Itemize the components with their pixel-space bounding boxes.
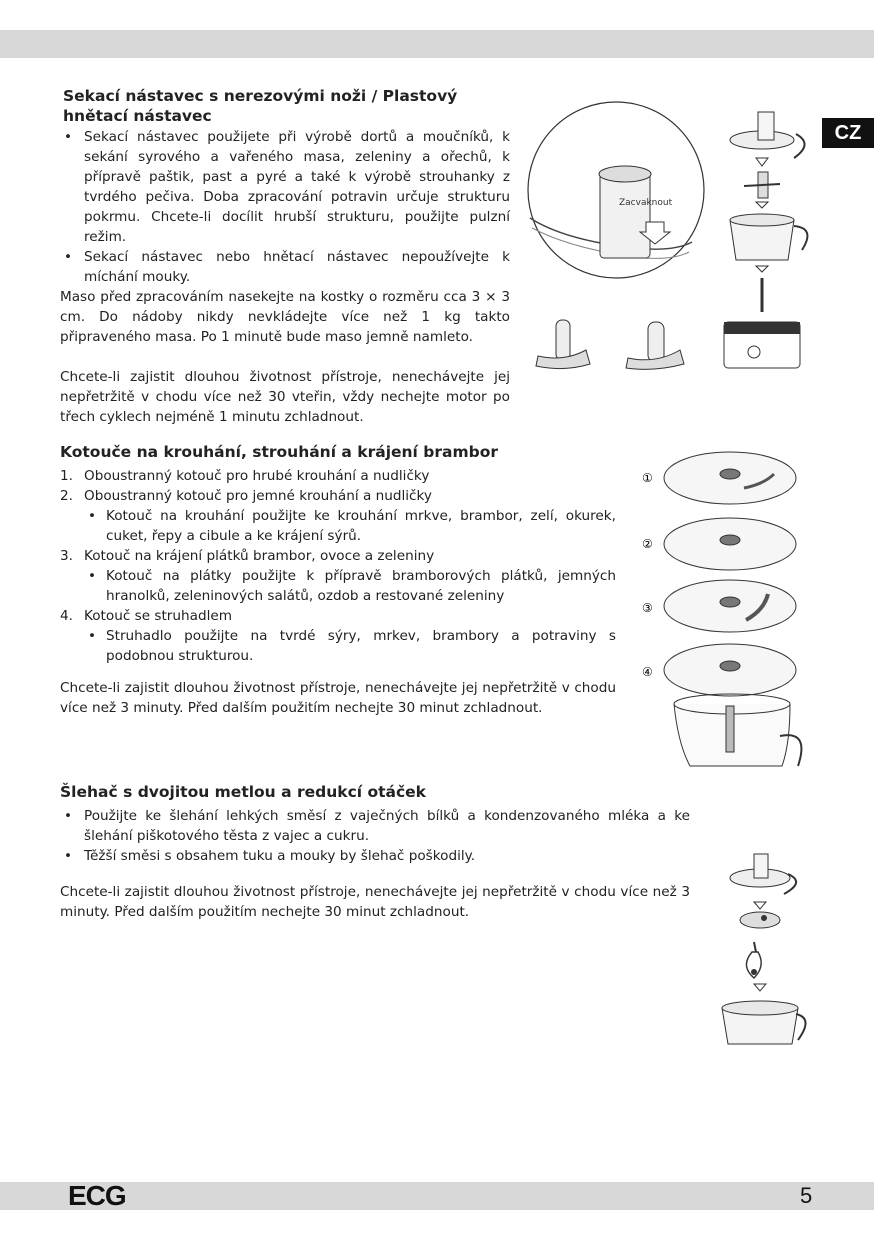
whisk-figure — [714, 848, 814, 1058]
down-arrow-icon — [756, 202, 768, 208]
paragraph: Chcete-li zajistit dlouhou životnost přístroje, nenechávejte jej nepřetržitě v chodu více než 3 minuty. Před dalším použitím nechejte 30 minut zchladnout. — [60, 884, 690, 920]
disc-label: ① — [642, 471, 653, 485]
snap-label: Zacvaknout — [619, 198, 673, 208]
list-item: 1. Oboustranný kotouč pro hrubé krouhání a nudličky — [60, 468, 430, 484]
paragraph: Maso před zpracováním nasekejte na kostky o rozměru cca 3 × 3 cm. Do nádoby nikdy nevkládejte více než 1 kg takto připraveného masa. Po 1 minutě bude maso jemně namleto. — [60, 289, 510, 345]
list-item: 3. Kotouč na krájení plátků brambor, ovoce a zeleniny — [60, 548, 435, 564]
section-title: Kotouče na krouhání, strouhání a krájení brambor — [60, 443, 499, 461]
disc-label: ② — [642, 537, 653, 551]
bullet-item: • Sekací nástavec nebo hnětací nástavec nepoužívejte k míchání mouky. — [60, 247, 510, 287]
sub-bullet: • Kotouč na krouhání použijte ke krouhání mrkve, brambor, zelí, okurek, cuket, řepy a cibule a ke krájení sýrů. — [60, 506, 616, 546]
bowl — [674, 694, 801, 766]
disc-3 — [664, 580, 796, 632]
top-band — [0, 30, 874, 58]
discs-figure — [634, 444, 806, 770]
down-arrow-icon — [754, 902, 766, 909]
bullet-item: • Sekací nástavec použijete při výrobě dortů a moučníků, k sekání syrového a vařeného masa, zeleniny a ořechů, k přípravě paštik, past a pyré a také k výrobě strouhanky z tvrdého pečiva. Doba zpracování potravin určuje strukturu pokrmu. Chcete-li docílit hrubší strukturu, použijte pulzní režim. — [60, 127, 510, 247]
chopping-blade-figure — [524, 100, 824, 400]
section-whisk — [60, 782, 690, 922]
down-arrow-icon — [756, 266, 768, 272]
paragraph: Chcete-li zajistit dlouhou životnost přístroje, nenechávejte jej nepřetržitě v chodu více než 30 vteřin, vždy nechejte motor po třech cyklech nejméně 1 minutu zchladnout. — [60, 369, 510, 425]
sub-bullet: • Struhadlo použijte na tvrdé sýry, mrkev, brambory a potraviny s podobnou strukturou. — [60, 626, 616, 666]
disc-label: ④ — [642, 665, 653, 679]
page-number: 5 — [800, 1183, 813, 1208]
section-title: Šlehač s dvojitou metlou a redukcí otáček — [60, 783, 426, 801]
disc-label: ③ — [642, 601, 653, 615]
sub-bullet: • Kotouč na plátky použijte k přípravě bramborových plátků, jemných hranolků, zeleninových salátů, ozdob a restované zeleniny — [60, 566, 616, 606]
language-tab: CZ — [822, 118, 874, 148]
list-item: 4. Kotouč se struhadlem — [60, 608, 232, 624]
bottom-band — [0, 1182, 874, 1210]
section-discs — [60, 442, 616, 718]
bullet-item: • Těžší směsi s obsahem tuku a mouky by šlehač poškodily. — [60, 846, 690, 866]
section-title: Sekací nástavec s nerezovými noži / Plastový hnětací nástavec — [63, 87, 458, 125]
paragraph: Chcete-li zajistit dlouhou životnost přístroje, nenechávejte jej nepřetržitě v chodu více než 3 minuty. Před dalším použitím nechejte 30 minut zchladnout. — [60, 680, 616, 716]
disc-2 — [664, 518, 796, 570]
disc-4 — [664, 644, 796, 696]
bullet-item: • Použijte ke šlehání lehkých směsí z vaječných bílků a kondenzovaného mléka a ke šlehání piškotového těsta z vajec a cukru. — [60, 806, 690, 846]
brand-logo: ECG — [68, 1180, 126, 1211]
down-arrow-icon — [756, 158, 768, 166]
list-item: 2. Oboustranný kotouč pro jemné krouhání a nudličky — [60, 488, 432, 504]
down-arrow-icon — [754, 984, 766, 991]
disc-1 — [664, 452, 796, 504]
section-chopping-blade — [60, 86, 510, 427]
